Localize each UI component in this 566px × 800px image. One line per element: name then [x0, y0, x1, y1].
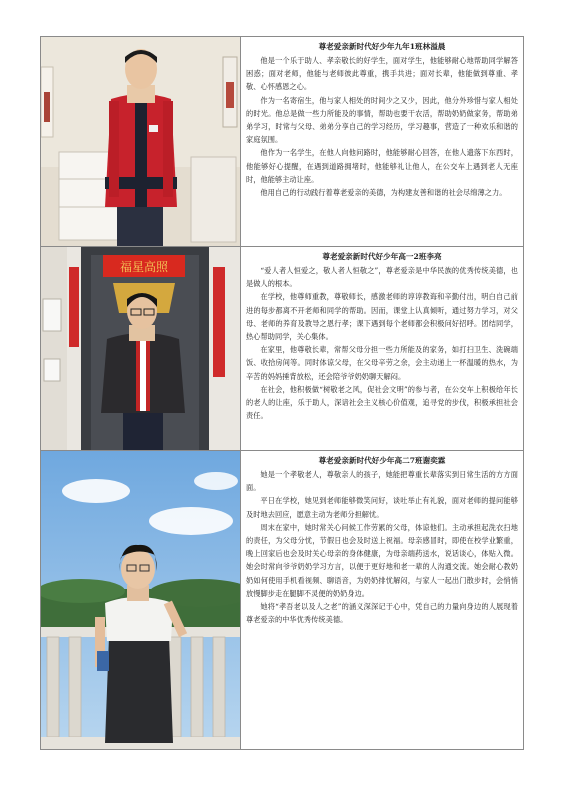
profile-title: 尊老爱亲新时代好少年高二7班谢奕霖: [318, 456, 446, 465]
profile-row-1: [41, 37, 523, 247]
profile-paragraph: 周末在家中，她时常关心问候工作劳累的父母，体谅他们。主动承担起洗衣扫地的责任，为父母分忧，节假日也会及时送上祝福。母亲感冒时，即使在校学业繁重，晚上回家后也会及时关心母亲的身体健康，为母亲端药送水，说话谈心，体贴入微。她会时常向爷爷奶奶学习方言，以便于更好地和老一辈的人沟通交流。她会耐心教奶奶如何使用手机看视频、聊语音，为奶奶排忧解闷，与家人一起出门散步时，会悄悄放慢脚步走在腿脚不灵便的奶奶身边。: [246, 522, 518, 598]
profile-paragraph: 他是一个乐于助人、孝亲敬长的好学生，面对学生，他能够耐心地帮助同学解答困惑；面对老师，他能与老师彼此尊重，携手共进；面对长辈，他能做到尊重、孝敬、心怀感恩之心。: [246, 56, 518, 92]
profile-paragraph: 作为一名寄宿生，他与家人相处的时间少之又少，因此，他分外珍惜与家人相处的时光。他总是做一些力所能及的事情，帮助也要干农活，帮助奶奶做家务，帮助弟弟学习，时常与父母、弟弟分享自己的学习经历，学习趣事，营造了一种欢乐和谐的家庭氛围。: [246, 95, 518, 145]
profile-text-3: [246, 454, 518, 626]
profile-paragraph: 他作为一名学生，在他人向他问路时，他能够耐心回答，在他人遗落下东西时，他能够好心提醒，在遇到道路拥堵时，他能够礼让他人，在公交车上遇到老人无座时，他能够主动让座。: [246, 148, 518, 184]
profile-text-2: [246, 250, 518, 422]
student-photo-1: [41, 37, 241, 246]
profile-paragraph: 她将“孝吾老以及人之老”的涵义深深记于心中，凭自己的力量向身边的人展现着尊老爱亲的中华优秀传统美德。: [246, 602, 518, 625]
profile-row-3: [41, 451, 523, 749]
profile-table: [40, 36, 524, 750]
profile-paragraph: 她是一个孝敬老人，尊敬亲人的孩子，她能把尊重长辈落实到日常生活的方方面面。: [246, 470, 518, 493]
profile-title: 尊老爱亲新时代好少年高一2班李亮: [322, 252, 442, 261]
profile-paragraph: 他用自己的行动践行着尊老爱亲的美德，为构建友善和谐的社会尽绵薄之力。: [260, 188, 507, 198]
profile-paragraph: 在学校，他尊师重教，尊敬师长，感激老师的谆谆教诲和辛勤付出，明白自己前进的每步都离不开老师和同学的帮助。因而，课堂上认真倾听，通过努力学习，对父母、老师的养育及教导之恩行孝；课下遇到每个老师都会积极问好招呼。团结同学，热心帮助同学，关心集体。: [246, 292, 518, 342]
student-photo-2: [41, 247, 241, 450]
profile-title: 尊老爱亲新时代好少年九年1班林溢晨: [318, 42, 446, 51]
student-photo-3: [41, 451, 241, 749]
profile-paragraph: 平日在学校，她见到老师能够微笑问好，谈吐举止有礼貌，面对老师的提问能够及时地去回应，愿意主动为老师分担解忧。: [246, 496, 518, 519]
profile-text-1: [246, 40, 518, 199]
profile-row-2: [41, 247, 523, 451]
door-banner-text: 福星高照: [119, 260, 169, 274]
profile-paragraph: 在社会，他积极做“树敬老之风，促社会文明”的参与者，在公交车上积极给年长的老人的让座，乐于助人，深谙社会主义核心价值观，追寻党的步伐，积极承担社会责任。: [246, 384, 518, 421]
profile-paragraph: “爱人者人恒爱之，敬人者人恒敬之”，尊老爱亲是中华民族的优秀传统美德，也是做人的根本。: [246, 266, 518, 289]
profile-paragraph: 在家里，他尊敬长辈，常帮父母分担一些力所能及的家务，如打扫卫生、洗碗端饭、收拾房间等。同时体谅父母，在父母辛劳之余，会主动递上一杯温暖的热水，为辛苦的妈妈捶背放松，还会陪爷爷奶奶聊天解闷。: [246, 345, 518, 381]
